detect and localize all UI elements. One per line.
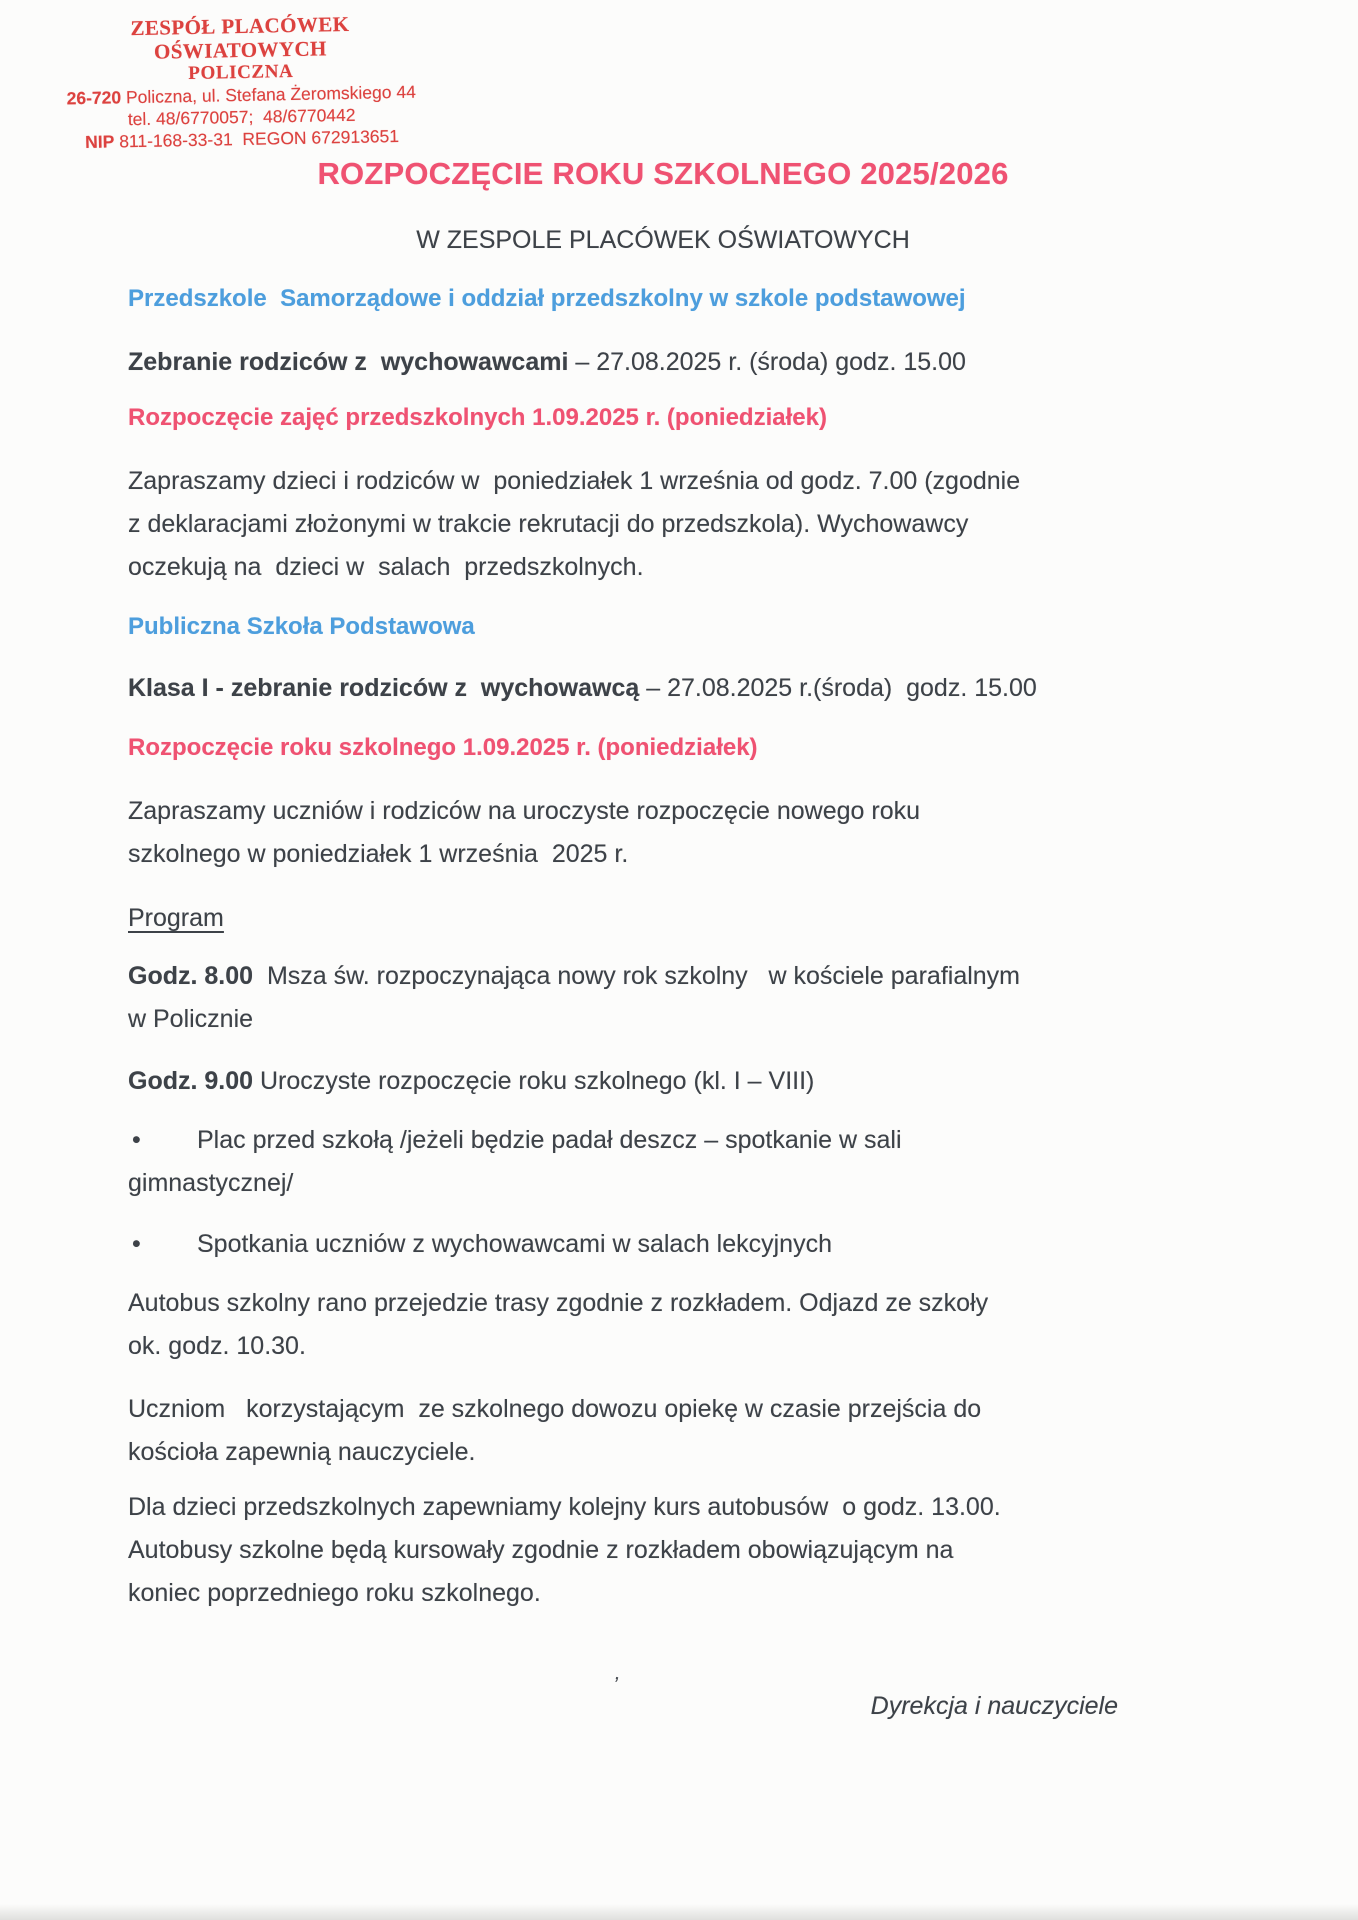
preschool-paragraph bbox=[128, 460, 1218, 589]
school-paragraph bbox=[128, 790, 1218, 876]
stray-pen-mark: ’ bbox=[610, 1671, 621, 1698]
stamp-nip-rest: 811-168-33-31 REGON 672913651 bbox=[114, 125, 400, 152]
paragraph-line: Zapraszamy dzieci i rodziców w poniedziałek 1 września od godz. 7.00 (zgodnie bbox=[128, 467, 1021, 495]
program-bullet-2 bbox=[128, 1223, 1218, 1266]
program-bullet-1 bbox=[128, 1119, 1218, 1205]
paragraph-line: koniec poprzedniego roku szkolnego. bbox=[128, 1579, 541, 1607]
paragraph-line: z deklaracjami złożonymi w trakcie rekrutacji do przedszkola). Wychowawcy bbox=[128, 510, 969, 538]
school-meeting-bold: Klasa I - zebranie rodziców z wychowawcą bbox=[128, 674, 640, 702]
stamp-postal-code: 26-720 bbox=[66, 87, 122, 109]
paragraph-line: ok. godz. 10.30. bbox=[128, 1332, 306, 1360]
page-title: ROZPOCZĘCIE ROKU SZKOLNEGO 2025/2026 bbox=[317, 156, 1009, 191]
program-item-line: w Policznie bbox=[128, 1005, 254, 1033]
stamp-address-rest: Policzna, ul. Stefana Żeromskiego 44 bbox=[120, 81, 417, 108]
bus-schedule-paragraph bbox=[128, 1282, 1218, 1368]
preschool-start-heading: Rozpoczęcie zajęć przedszkolnych 1.09.2025 r. (poniedziałek) bbox=[128, 404, 827, 431]
school-meeting-rest: – 27.08.2025 r.(środa) godz. 15.00 bbox=[639, 674, 1037, 702]
program-time-9: Godz. 9.00 bbox=[128, 1067, 254, 1095]
bullet-continuation-line: gimnastycznej/ bbox=[128, 1169, 294, 1197]
signature-text: Dyrekcja i nauczyciele bbox=[870, 1692, 1118, 1720]
paragraph-line: Dla dzieci przedszkolnych zapewniamy kolejny kurs autobusów o godz. 13.00. bbox=[128, 1493, 1001, 1521]
program-item-line bbox=[128, 955, 1218, 998]
school-stamp bbox=[45, 10, 438, 153]
stamp-nip-label: NIP bbox=[84, 131, 115, 153]
paragraph-line: Zapraszamy uczniów i rodziców na uroczyste rozpoczęcie nowego roku bbox=[128, 797, 921, 825]
program-item-mass bbox=[128, 955, 1218, 1041]
paragraph-line: Uczniom korzystającym ze szkolnego dowozu opiekę w czasie przejścia do bbox=[128, 1395, 982, 1423]
school-meeting-line bbox=[128, 667, 1218, 710]
program-item-opening bbox=[128, 1060, 1218, 1103]
bullet-2-text: Spotkania uczniów z wychowawcami w salach lekcyjnych bbox=[197, 1230, 832, 1258]
program-label bbox=[128, 897, 1218, 940]
program-label-text: Program bbox=[128, 904, 224, 932]
school-section-heading: Publiczna Szkoła Podstawowa bbox=[128, 613, 475, 640]
paragraph-line: oczekują na dzieci w salach przedszkolnych. bbox=[128, 553, 644, 581]
scan-bottom-edge-shadow bbox=[0, 1904, 1358, 1920]
school-start-heading: Rozpoczęcie roku szkolnego 1.09.2025 r. (poniedziałek) bbox=[128, 734, 758, 761]
stamp-phone: tel. 48/6770057; 48/6770442 bbox=[127, 104, 356, 130]
escort-paragraph bbox=[128, 1388, 1218, 1474]
stamp-institution-name: ZESPÓŁ PLACÓWEK OŚWIATOWYCH bbox=[130, 11, 350, 64]
program-item-8-rest: Msza św. rozpoczynająca nowy rok szkolny w kościele parafialnym bbox=[253, 962, 1021, 990]
paragraph-line: szkolnego w poniedziałek 1 września 2025 r. bbox=[128, 840, 629, 868]
bullet-icon: • bbox=[132, 1230, 141, 1258]
bullet-1-text: Plac przed szkołą /jeżeli będzie padał deszcz – spotkanie w sali bbox=[197, 1126, 902, 1154]
preschool-meeting-line bbox=[128, 341, 1218, 384]
stamp-town: POLICZNA bbox=[188, 60, 294, 85]
preschool-meeting-rest: – 27.08.2025 r. (środa) godz. 15.00 bbox=[568, 348, 966, 376]
preschool-section-heading: Przedszkole Samorządowe i oddział przedszkolny w szkole podstawowej bbox=[128, 285, 966, 312]
program-time-8: Godz. 8.00 bbox=[128, 962, 254, 990]
preschool-meeting-bold: Zebranie rodziców z wychowawcami bbox=[128, 348, 569, 376]
paragraph-line: Autobus szkolny rano przejedzie trasy zgodnie z rozkładem. Odjazd ze szkoły bbox=[128, 1289, 989, 1317]
preschool-bus-paragraph bbox=[128, 1486, 1218, 1615]
bullet-icon: • bbox=[132, 1126, 141, 1154]
paragraph-line: kościoła zapewnią nauczyciele. bbox=[128, 1438, 476, 1466]
bullet-line bbox=[128, 1119, 1218, 1162]
paragraph-line: Autobusy szkolne będą kursowały zgodnie z rozkładem obowiązującym na bbox=[128, 1536, 954, 1564]
page-subtitle: W ZESPOLE PLACÓWEK OŚWIATOWYCH bbox=[416, 226, 910, 254]
program-item-9-rest: Uroczyste rozpoczęcie roku szkolnego (kl. I – VIII) bbox=[253, 1067, 815, 1095]
